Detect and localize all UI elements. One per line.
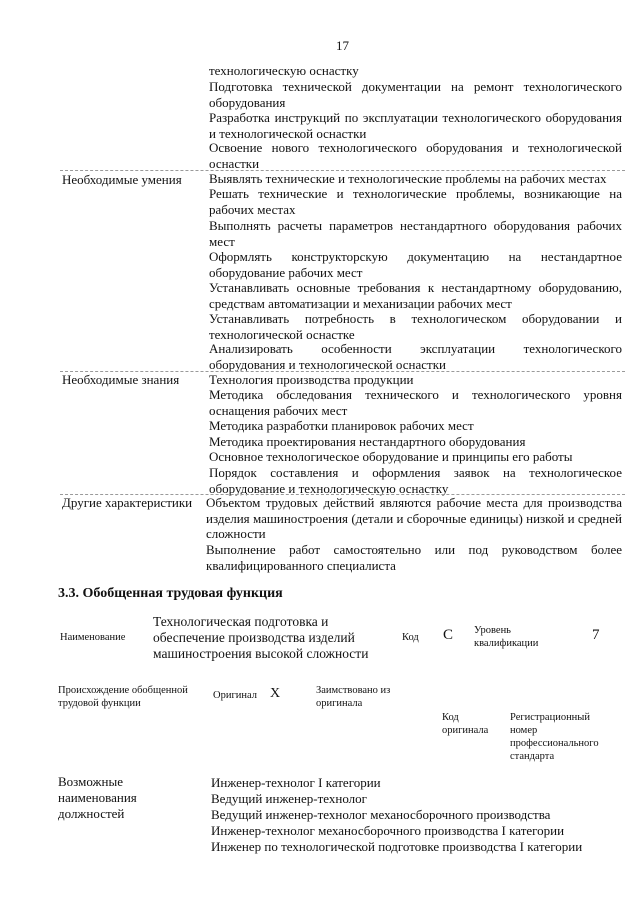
other-label: Другие характеристики xyxy=(62,495,193,510)
knowledge-item: Методика проектирования нестандартного оборудования xyxy=(209,434,526,449)
skill-item: Устанавливать потребность в технологическом оборудовании и технологической оснастке xyxy=(209,311,622,342)
code-value: C xyxy=(443,627,454,643)
position-item: Ведущий инженер-технолог xyxy=(211,791,367,806)
other-item: Объектом трудовых действий являются рабочие места для производства изделия машиностроения (детали и сборочные единицы) низкой и средней сложности xyxy=(206,495,622,541)
skill-item: Выполнять расчеты параметров нестандартного оборудования рабочих мест xyxy=(209,218,622,249)
origin-label: Происхождение обобщенной трудовой функции xyxy=(58,685,188,709)
skill-item: Выявлять технические и технологические проблемы на рабочих местах xyxy=(209,171,607,186)
skill-item: Решать технические и технологические проблемы, возникающие на рабочих местах xyxy=(209,186,622,217)
original-mark: X xyxy=(270,686,281,701)
reg-number-label: Регистрационный номер профессионального стандарта xyxy=(510,712,599,762)
skill-item: Устанавливать основные требования к нестандартному оборудованию, средствам автоматизации и механизации рабочих мест xyxy=(209,280,622,311)
labor-action-cell: Разработка инструкций по эксплуатации технологического оборудования и технологической оснастки xyxy=(209,110,622,141)
knowledge-item: Порядок составления и оформления заявок на технологическое оборудование и технологическую оснастку xyxy=(209,465,622,496)
knowledge-item: Методика разработки планировок рабочих мест xyxy=(209,418,474,433)
labor-action-cell: Освоение нового технологического оборудования и технологической оснастки xyxy=(209,140,622,171)
original-label: Оригинал xyxy=(213,690,257,701)
knowledge-label: Необходимые знания xyxy=(62,372,180,387)
knowledge-item: Методика обследования технического и технологического уровня оснащения рабочих мест xyxy=(209,387,622,418)
knowledge-item: Основное технологическое оборудование и принципы его работы xyxy=(209,449,573,464)
labor-action-cell: Подготовка технической документации на ремонт технологического оборудования xyxy=(209,79,622,110)
other-item: Выполнение работ самостоятельно или под руководством более квалифицированного специалиста xyxy=(206,542,622,573)
origin-code-label: Код оригинала xyxy=(442,712,489,736)
borrowed-label: Заимствовано из оригинала xyxy=(316,685,391,709)
position-item: Инженер-технолог I категории xyxy=(211,775,381,790)
page-number: 17 xyxy=(336,38,349,53)
skill-item: Анализировать особенности эксплуатации технологического оборудования и технологической оснастки xyxy=(209,341,622,372)
skill-item: Оформлять конструкторскую документацию на нестандартное оборудование рабочих мест xyxy=(209,249,622,280)
code-label: Код xyxy=(402,632,419,643)
section-heading: 3.3. Обобщенная трудовая функция xyxy=(58,586,283,601)
position-item: Инженер по технологической подготовке производства I категории xyxy=(211,839,583,854)
gtf-table xyxy=(0,600,640,770)
name-label: Наименование xyxy=(60,632,126,643)
name-value: Технологическая подготовка и обеспечение производства изделий машиностроения высокой сложности xyxy=(153,614,369,661)
knowledge-item: Технология производства продукции xyxy=(209,372,414,387)
position-item: Ведущий инженер-технолог механосборочного производства xyxy=(211,807,551,822)
skills-label: Необходимые умения xyxy=(62,172,182,187)
labor-action-cell: технологическую оснастку xyxy=(209,63,359,78)
positions-label: Возможные наименования должностей xyxy=(58,774,137,821)
position-item: Инженер-технолог механосборочного производства I категории xyxy=(211,823,565,838)
level-label: Уровень квалификации xyxy=(474,625,539,649)
level-value: 7 xyxy=(592,627,600,643)
